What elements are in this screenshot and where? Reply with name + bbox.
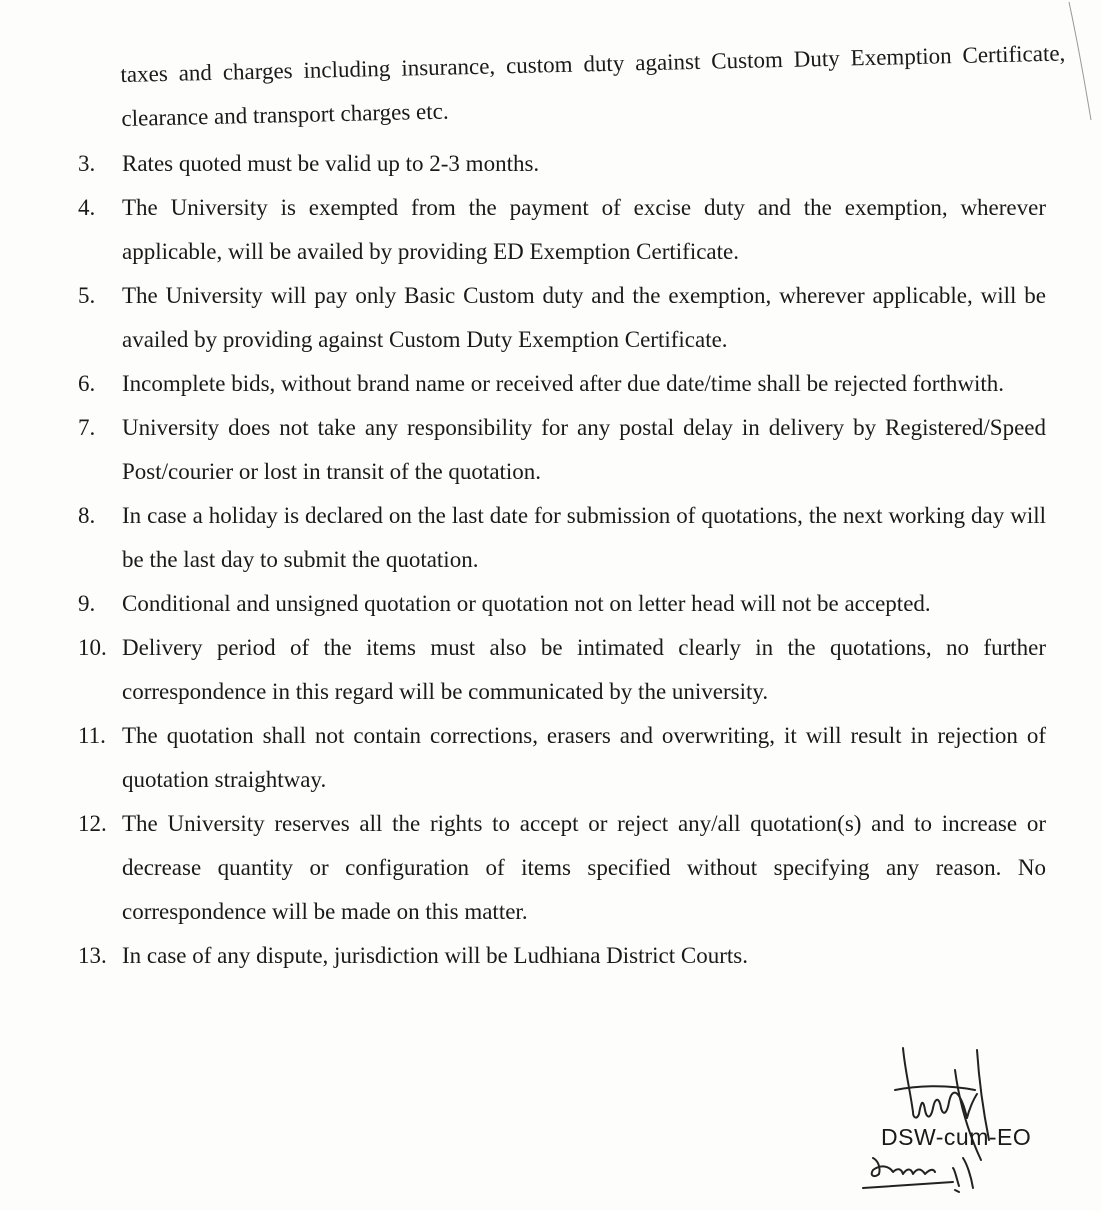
item-text: In case a holiday is declared on the last date for submission of quotations, the next working day will be the last day to submit the quotation. xyxy=(122,503,1046,572)
item-number: 3. xyxy=(78,151,96,176)
item-number: 5. xyxy=(78,283,96,308)
list-item xyxy=(78,494,1068,582)
handwritten-signature xyxy=(855,1040,1055,1200)
item-text: Rates quoted must be valid up to 2-3 months. xyxy=(122,151,540,176)
item-text: The University reserves all the rights to accept or reject any/all quotation(s) and to increase or decrease quantity or configuration of items specified without specifying any reason. No correspondence will be made on this matter. xyxy=(122,811,1046,924)
list-item xyxy=(78,274,1068,362)
item-number: 4. xyxy=(78,195,96,220)
terms-list xyxy=(78,142,1068,978)
list-item xyxy=(78,714,1068,802)
page-edge-mark xyxy=(1061,0,1101,140)
signature-block xyxy=(855,1040,1055,1200)
list-item xyxy=(78,934,1068,978)
item-text: Incomplete bids, without brand name or received after due date/time shall be rejected forthwith. xyxy=(122,371,1004,396)
list-item xyxy=(78,582,1068,626)
item-number: 10. xyxy=(78,635,107,660)
item-number: 7. xyxy=(78,415,96,440)
item-number: 13. xyxy=(78,943,107,968)
list-item xyxy=(78,142,1068,186)
list-item xyxy=(78,802,1068,934)
item-text: The University is exempted from the payment of excise duty and the exemption, wherever applicable, will be availed by providing ED Exemption Certificate. xyxy=(122,195,1046,264)
item-text: Conditional and unsigned quotation or quotation not on letter head will not be accepted. xyxy=(122,591,931,616)
item-text: Delivery period of the items must also be intimated clearly in the quotations, no further correspondence in this regard will be communicated by the university. xyxy=(122,635,1046,704)
item-number: 11. xyxy=(78,723,106,748)
signatory-designation: DSW-cum-EO xyxy=(881,1124,1032,1150)
list-item xyxy=(78,186,1068,274)
list-item xyxy=(78,362,1068,406)
item-text: The quotation shall not contain corrections, erasers and overwriting, it will result in rejection of quotation straightway. xyxy=(122,723,1046,792)
list-item xyxy=(78,626,1068,714)
list-item xyxy=(78,406,1068,494)
item-number: 6. xyxy=(78,371,96,396)
item-text: University does not take any responsibility for any postal delay in delivery by Registered/Speed Post/courier or lost in transit of the quotation. xyxy=(122,415,1046,484)
item-number: 9. xyxy=(78,591,96,616)
continuation-paragraph: taxes and charges including insurance, custom duty against Custom Duty Exemption Certificate, clearance and transport charges etc. xyxy=(120,40,1066,131)
item-text: The University will pay only Basic Custom duty and the exemption, wherever applicable, will be availed by providing against Custom Duty Exemption Certificate. xyxy=(122,283,1046,352)
item-text: In case of any dispute, jurisdiction will be Ludhiana District Courts. xyxy=(122,943,748,968)
item-number: 8. xyxy=(78,503,96,528)
item-number: 12. xyxy=(78,811,107,836)
